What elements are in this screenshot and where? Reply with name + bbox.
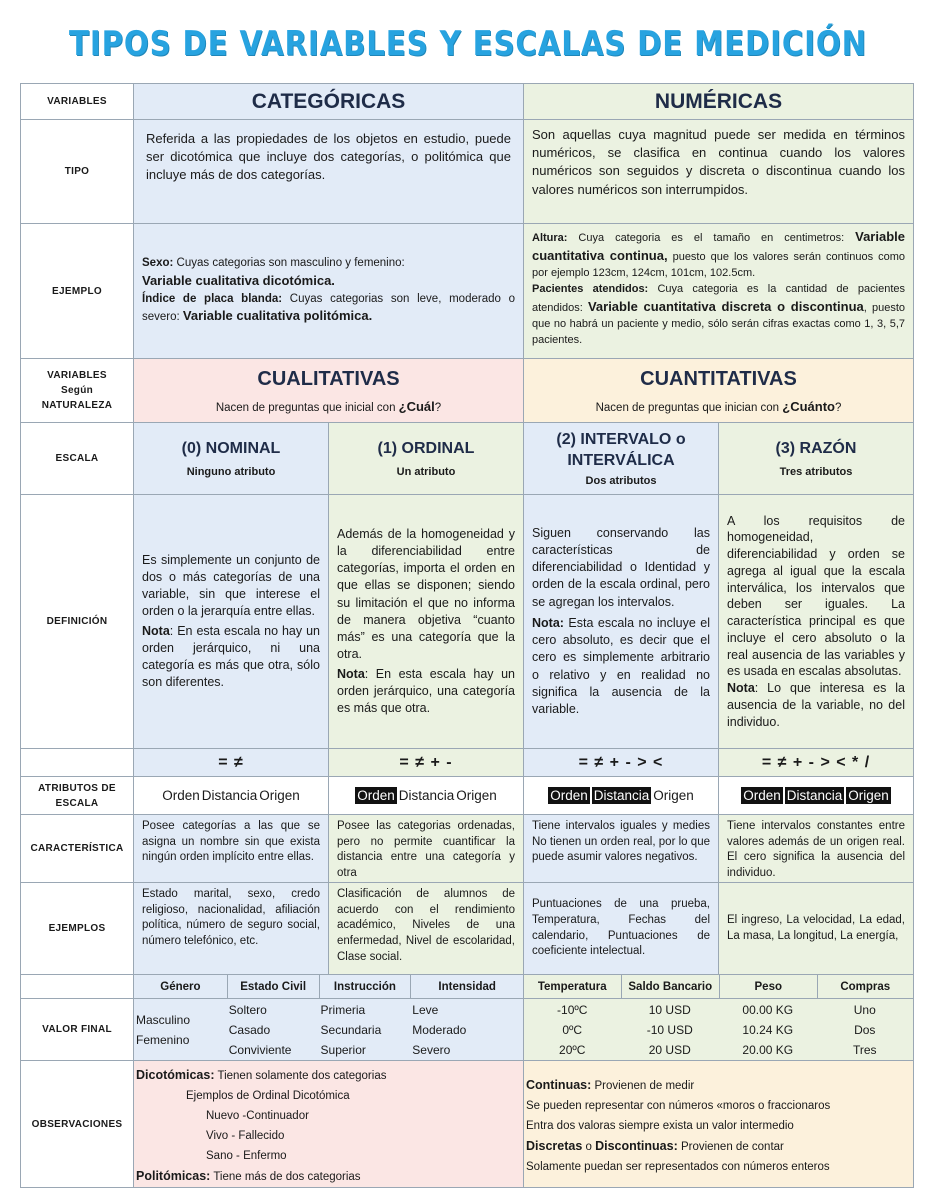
obs-polit-label: Politómicas:	[136, 1169, 211, 1183]
cualitativas-heading: CUALITATIVAS	[257, 367, 400, 390]
ejemplos-razon: El ingreso, La velocidad, La edad, La masa, La longitud, La energía,	[727, 913, 905, 942]
vf-instr-2: Superior	[320, 1042, 366, 1057]
attr-nominal-origen: Origen	[259, 788, 300, 803]
caract-ordinal: Posee las categorias ordenadas, pero no permite cuantificar la distancia entre una categoría y otra	[337, 820, 515, 879]
vf-estado-0: Soltero	[228, 1002, 267, 1017]
obs-cuantitativas	[523, 1061, 914, 1187]
attr-intervalo-orden: Orden	[550, 788, 588, 803]
escala-ordinal-sub: Un atributo	[396, 465, 456, 478]
def-ordinal	[329, 522, 523, 722]
vf-temperatura	[524, 999, 621, 1060]
numericas-heading: NUMÉRICAS	[654, 89, 783, 113]
cualitativas-sub	[216, 399, 441, 414]
ej-sexo-label: Sexo:	[142, 256, 174, 269]
ej-indice-bold: Variable cualitativa politómica.	[182, 308, 373, 324]
obs-dicot-text: Tienen solamente dos categorias	[214, 1070, 387, 1082]
ej-altura-rest: puesto que los valores serán continuos como por ejemplo 123cm, 124cm, 101cm, 102.5cm.	[532, 250, 905, 279]
vf-saldo-1: -10 USD	[646, 1022, 693, 1037]
vf-estado-2: Conviviente	[228, 1042, 292, 1057]
obs-cont-text: Provienen de medir	[591, 1080, 695, 1092]
row-tipo	[20, 119, 914, 223]
row-variables	[20, 83, 914, 119]
attr-ordinal	[329, 777, 523, 814]
def-razon-nota: Nota	[727, 681, 755, 696]
vf-header-compras: Compras	[817, 975, 914, 998]
row-escala	[20, 422, 914, 494]
page-title: TIPOS DE VARIABLES Y ESCALAS DE MEDICIÓN	[69, 24, 867, 64]
obs-dicot-ej: Ejemplos de Ordinal Dicotómica	[186, 1090, 350, 1102]
numericas-heading-cell	[523, 84, 914, 119]
ej-sexo-bold: Variable cualitativa dicotómica.	[142, 272, 335, 288]
vf-instruccion	[319, 999, 411, 1060]
obs-cuantitativas-body	[524, 1061, 913, 1181]
attr-razon-distancia: Distancia	[786, 788, 843, 803]
ej-altura-text: Cuya categoria es el tamaño en centimetros:	[578, 232, 845, 244]
vf-int-0: Leve	[412, 1002, 439, 1017]
label-vf-empty	[20, 975, 133, 998]
ej-pac-bold: Variable cuantitativa discreta o discontinua	[587, 298, 864, 314]
vf-temp-2: 20ºC	[559, 1042, 586, 1057]
vf-temp-0: -10ºC	[557, 1002, 588, 1017]
attr-intervalo-distancia: Distancia	[593, 788, 650, 803]
ej-pac-rest: , puesto que no habrá un paciente y medio, sólo serán cifras exactas como 1, 3, 5,7 pacientes.	[532, 301, 906, 346]
ej-pac-label: Pacientes atendidos:	[532, 282, 649, 295]
row-ejemplo	[20, 223, 914, 358]
label-ejemplos: EJEMPLOS	[20, 883, 133, 974]
obs-dicot-label: Dicotómicas:	[136, 1068, 215, 1082]
vf-header-peso: Peso	[719, 975, 817, 998]
vf-compras-0: Uno	[853, 1002, 876, 1017]
vf-estado-civil	[227, 999, 319, 1060]
vf-saldo	[621, 999, 720, 1060]
ej-altura-bold: Variable cuantitativa continua,	[532, 229, 905, 263]
categoricas-heading: CATEGÓRICAS	[251, 89, 406, 113]
obs-cualitativas	[133, 1061, 523, 1187]
escala-nominal-sub: Ninguno atributo	[186, 465, 276, 478]
vf-header-estado-civil: Estado Civil	[227, 975, 319, 998]
categoricas-heading-cell	[133, 84, 523, 119]
vf-header-genero: Género	[160, 980, 201, 993]
sym-nominal: = ≠	[218, 753, 244, 771]
escala-razon-sub: Tres atributos	[779, 465, 853, 478]
vf-header-instruccion: Instrucción	[319, 975, 411, 998]
vf-genero	[134, 999, 227, 1060]
cualitativas-sub-post: ?	[434, 401, 442, 414]
row-ejemplos	[20, 882, 914, 974]
cuantitativas-sub-q: ¿Cuánto	[782, 398, 835, 414]
categoricas-ejemplo-cell	[133, 224, 523, 358]
ejemplos-ordinal: Clasificación de alumnos de acuerdo con el rendimiento académico, Niveles de una enfermedad, Nivel de escolaridad, Clase social.	[337, 888, 515, 963]
cualitativas-sub-pre: Nacen de preguntas que inicial con	[215, 401, 399, 414]
caract-intervalo: Tiene intervalos iguales y medies No tienen un orden real, por lo que puede asumir valores negativos.	[532, 820, 710, 864]
label-naturaleza-3: NATURALEZA	[41, 400, 113, 411]
attr-nominal-distancia: Distancia	[201, 788, 258, 803]
label-escala: ESCALA	[20, 423, 133, 494]
vf-genero-1: Femenino	[136, 1032, 190, 1047]
label-definicion: DEFINICIÓN	[20, 495, 133, 748]
cuantitativas-heading: CUANTITATIVAS	[640, 367, 797, 390]
obs-polit-text: Tiene más de dos categorias	[210, 1171, 361, 1183]
row-caracteristica	[20, 814, 914, 882]
numericas-ejemplo-cell	[523, 224, 914, 358]
vf-peso-1: 10.24 KG	[742, 1022, 794, 1037]
escala-nominal-title: (0) NOMINAL	[181, 440, 281, 458]
attr-razon-origen: Origen	[848, 788, 889, 803]
row-naturaleza	[20, 358, 914, 422]
obs-disc-o: o	[582, 1141, 596, 1153]
def-ordinal-text: Además de la homogeneidad y la diferenciabilidad entre categorías, importa el orden en que ellas se disponen; siendo su limitación el que no informa de manera objetiva “cuanto más” es una categoría que la otra.	[337, 526, 515, 662]
escala-razon	[718, 423, 914, 494]
escala-ordinal	[328, 423, 523, 494]
def-nominal-nota-text: : En esta escala no hay un orden jerárquico, ni una categoría es más que otra, sólo son diferentes.	[142, 623, 320, 690]
vf-instr-1: Secundaria	[320, 1022, 382, 1037]
escala-intervalo-title: (2) INTERVALO o INTERVÁLICA	[556, 430, 686, 469]
attr-razon-orden: Orden	[743, 788, 781, 803]
obs-cont-label: Continuas:	[526, 1078, 592, 1092]
vf-compras	[817, 999, 914, 1060]
numericas-tipo-cell	[523, 120, 914, 223]
row-definicion	[20, 494, 914, 748]
attr-nominal-orden: Orden	[162, 788, 200, 803]
def-razon-nota-text: : Lo que interesa es la ausencia de la variable, no del individuo.	[727, 681, 905, 729]
numericas-ejemplo	[524, 224, 913, 353]
obs-dicot-item-1: Vivo - Fallecido	[206, 1130, 285, 1142]
row-valor-final	[20, 998, 914, 1060]
vf-header-intensidad: Intensidad	[410, 975, 523, 998]
ej-indice-label: Índice de placa blanda:	[142, 292, 283, 305]
ejemplos-nominal: Estado marital, sexo, credo religioso, nacionalidad, afiliación política, número de seguro social, número telefónico, etc.	[142, 888, 320, 947]
label-ejemplo: EJEMPLO	[20, 224, 133, 358]
def-razon-text: A los requisitos de homogeneidad, diferenciabilidad y orden se agrega al igual que la escala interválica, los intervalos que deben ser iguales. La característica principal es que incluye el cero absoluto o la real ausencia de las variables y es usada en escalas absolutas.	[727, 513, 905, 679]
sym-intervalo: = ≠ + - > <	[578, 753, 664, 771]
obs-dicot-item-0: Nuevo -Continuador	[206, 1110, 309, 1122]
obs-disc-label: Discretas	[526, 1139, 583, 1153]
vf-saldo-0: 10 USD	[648, 1002, 691, 1017]
obs-cont-l1: Se pueden representar con números «moros o fraccionaros	[526, 1100, 831, 1112]
numericas-tipo: Son aquellas cuya magnitud puede ser medida en términos numéricos, se clasifica en continua cuando los valores numéricos son seguidos y discreta o discontinua cuando los valores numéricos son interrumpidos.	[532, 127, 905, 197]
vf-peso-0: 00.00 KG	[742, 1002, 794, 1017]
def-nominal-nota: Nota	[142, 623, 170, 638]
def-ordinal-cell	[328, 495, 523, 748]
cuantitativas-sub-post: ?	[835, 401, 842, 414]
categoricas-tipo: Referida a las propiedades de los objetos en estudio, puede ser dicotómica que incluye dos categorías, o politómica que incluye más de dos categorías.	[146, 131, 511, 183]
def-intervalo-text: Siguen conservando las características de diferenciabilidad o Identidad y orden de la escala ordinal, pero se agregan los intervalos.	[532, 525, 710, 609]
attr-intervalo	[524, 777, 718, 814]
ej-altura-label: Altura:	[532, 232, 568, 244]
escala-nominal	[133, 423, 328, 494]
row-observaciones	[20, 1060, 914, 1188]
sym-razon: = ≠ + - > < * /	[761, 753, 871, 771]
label-observaciones: OBSERVACIONES	[20, 1061, 133, 1187]
row-atributos	[20, 776, 914, 814]
vf-estado-1: Casado	[228, 1022, 271, 1037]
vf-genero-0: Masculino	[136, 1012, 191, 1027]
escala-intervalo	[523, 423, 718, 494]
obs-disc-label2: Discontinuas:	[595, 1139, 678, 1153]
escala-razon-title: (3) RAZÓN	[775, 440, 857, 458]
label-atributos: ATRIBUTOS DE ESCALA	[20, 777, 133, 814]
vf-intensidad	[410, 999, 523, 1060]
vf-peso	[719, 999, 817, 1060]
label-tipo: TIPO	[20, 120, 133, 223]
obs-disc-text: Provienen de contar	[677, 1141, 784, 1153]
ejemplos-intervalo: Puntuaciones de una prueba, Temperatura, Fechas del calendario, Puntuaciones de coeficiente intelectual.	[532, 898, 710, 958]
label-valor-final: VALOR FINAL	[20, 999, 133, 1060]
label-naturaleza	[20, 359, 133, 422]
caract-razon: Tiene intervalos constantes entre valores además de un origen real. El cero significa la ausencia del individuo.	[727, 820, 905, 879]
def-intervalo	[524, 521, 718, 723]
attr-intervalo-origen: Origen	[653, 788, 694, 803]
vf-saldo-2: 20 USD	[648, 1042, 691, 1057]
row-valor-final-header	[20, 974, 914, 998]
attr-razon	[719, 777, 913, 814]
escala-intervalo-sub: Dos atributos	[585, 475, 657, 488]
vf-compras-2: Tres	[852, 1042, 877, 1057]
cuantitativas-cell	[523, 359, 914, 422]
label-naturaleza-2: Según	[60, 385, 94, 396]
def-intervalo-nota-text: Esta escala no incluye el cero absoluto, es decir que el cero es simplemente arbitrario o relativo y en realidad no significa la ausencia de la variable.	[532, 615, 710, 717]
attr-ordinal-origen: Origen	[456, 788, 497, 803]
vf-int-1: Moderado	[412, 1022, 467, 1037]
attr-ordinal-distancia: Distancia	[398, 788, 455, 803]
label-naturaleza-1: VARIABLES	[47, 370, 107, 381]
vf-compras-1: Dos	[854, 1022, 876, 1037]
cuantitativas-sub	[596, 399, 842, 414]
escala-ordinal-title: (1) ORDINAL	[377, 440, 475, 458]
obs-dicot-item-2: Sano - Enfermo	[206, 1150, 287, 1162]
categoricas-ejemplo	[134, 252, 523, 331]
attr-ordinal-orden: Orden	[357, 788, 395, 803]
vf-instr-0: Primeria	[320, 1002, 366, 1017]
def-intervalo-nota: Nota:	[532, 615, 564, 630]
vf-int-2: Severo	[412, 1042, 451, 1057]
obs-disc-l1: Solamente puedan ser representados con números enteros	[526, 1161, 830, 1173]
categoricas-tipo-cell	[133, 120, 523, 223]
caract-nominal: Posee categorías a las que se asigna un nombre sin que exista ningún orden implícito entre ellas.	[142, 820, 320, 864]
ej-indice-text: Cuyas categorias son leve, moderado o severo:	[142, 292, 515, 324]
label-caracteristica: CARACTERÍSTICA	[20, 815, 133, 882]
def-nominal	[134, 548, 328, 696]
cuantitativas-sub-pre: Nacen de preguntas que inician con	[595, 401, 783, 414]
vf-header-temperatura: Temperatura	[537, 980, 607, 993]
def-ordinal-nota-text: : En esta escala hay un orden jerárquico, una categoría es más que otra.	[337, 666, 515, 716]
label-simbolos-empty	[20, 749, 133, 776]
def-ordinal-nota: Nota	[337, 666, 365, 681]
ej-sexo-text: Cuyas categorias son masculino y femenino:	[176, 256, 405, 269]
def-nominal-cell	[133, 495, 328, 748]
def-razon-cell	[718, 495, 914, 748]
vf-temp-1: 0ºC	[562, 1022, 583, 1037]
obs-cont-l2: Entra dos valoras siempre exista un valor intermedio	[526, 1120, 794, 1132]
vf-peso-2: 20.00 KG	[742, 1042, 794, 1057]
attr-nominal	[134, 777, 328, 814]
cualitativas-cell	[133, 359, 523, 422]
obs-cualitativas-body	[134, 1061, 523, 1187]
vf-header-saldo: Saldo Bancario	[621, 975, 720, 998]
def-nominal-text: Es simplemente un conjunto de dos o más categorías de una variable, sin que interese el orden o la jerarquía entre ellas.	[142, 552, 320, 619]
def-intervalo-cell	[523, 495, 718, 748]
def-razon	[719, 511, 913, 733]
ej-pac-text: Cuya categoria es la cantidad de pacientes atendidos:	[532, 282, 905, 314]
sym-ordinal: = ≠ + -	[399, 753, 453, 771]
cualitativas-sub-q: ¿Cuál	[398, 398, 435, 414]
row-simbolos	[20, 748, 914, 776]
label-variables: VARIABLES	[20, 84, 133, 119]
